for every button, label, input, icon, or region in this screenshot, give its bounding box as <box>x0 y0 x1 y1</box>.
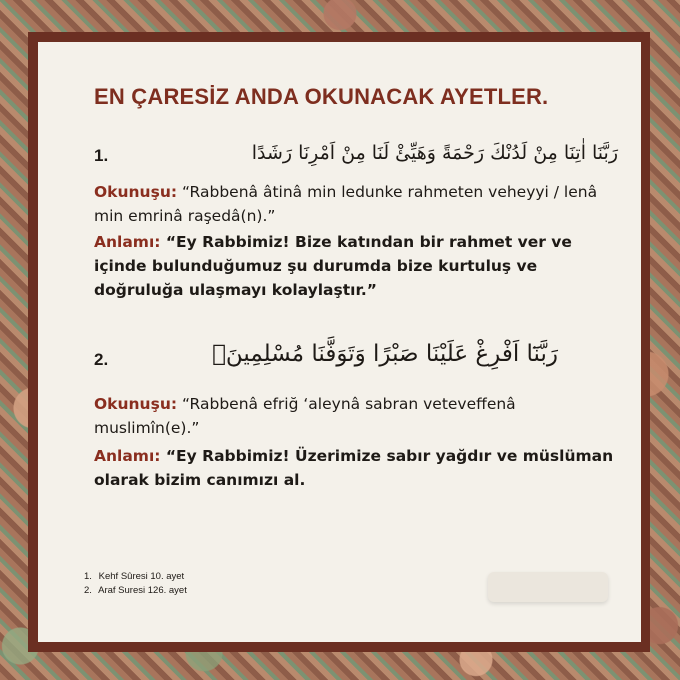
verse-2-number: 2. <box>94 350 109 369</box>
verse-1-meaning <box>94 230 614 302</box>
verse-1-reading-label: Okunuşu: <box>94 183 178 201</box>
verse-2-meaning-label: Anlamı: <box>94 447 161 465</box>
footnote-item <box>84 570 187 584</box>
verse-1-reading <box>94 180 614 228</box>
verse-1-meaning-text: “Ey Rabbimiz! Bize katından bir rahmet ver ve içinde bulunduğumuz şu durumda bize kurtuluş ve doğruluğa ulaşmayı kolaylaştır.” <box>94 233 572 299</box>
verse-2-reading-label: Okunuşu: <box>94 395 178 413</box>
verse-2-meaning-text: “Ey Rabbimiz! Üzerimize sabır yağdır ve müslüman olarak bizim canımızı al. <box>94 447 614 489</box>
verse-1-reading-text: “Rabbenâ âtinâ min ledunke rahmeten veheyyi / lenâ min emrinâ raşedâ(n).” <box>94 183 598 225</box>
footnote-number: 1. <box>84 571 92 582</box>
footnote-number: 2. <box>84 585 92 596</box>
verse-2-reading-text: “Rabbenâ efriğ ‘aleynâ sabran veteveffenâ muslimîn(e).” <box>94 395 516 437</box>
verse-1-arabic: رَبَّنَا اٰتِنَا مِنْ لَدُنْكَ رَحْمَةً وَهَيِّئْ لَنَا مِنْ اَمْرِنَا رَشَدًا <box>251 142 618 164</box>
blank-button[interactable] <box>488 572 608 602</box>
verses-card <box>38 42 641 642</box>
verse-1-meaning-label: Anlamı: <box>94 233 161 251</box>
footnote-item <box>84 584 187 598</box>
footnote-text: Kehf Sûresi 10. ayet <box>98 571 185 582</box>
verse-2-arabic: رَبَّنَٓا اَفْرِغْ عَلَيْنَا صَبْرًا وَتَوَفَّنَا مُسْلِمِينَ۬ <box>212 341 558 367</box>
page-title: EN ÇARESİZ ANDA OKUNACAK AYETLER. <box>94 84 549 109</box>
verse-1-number: 1. <box>94 146 109 165</box>
verse-2-reading <box>94 392 614 440</box>
verse-2-meaning <box>94 444 614 492</box>
footnote-text: Araf Suresi 126. ayet <box>98 585 187 596</box>
footnotes <box>84 570 187 598</box>
